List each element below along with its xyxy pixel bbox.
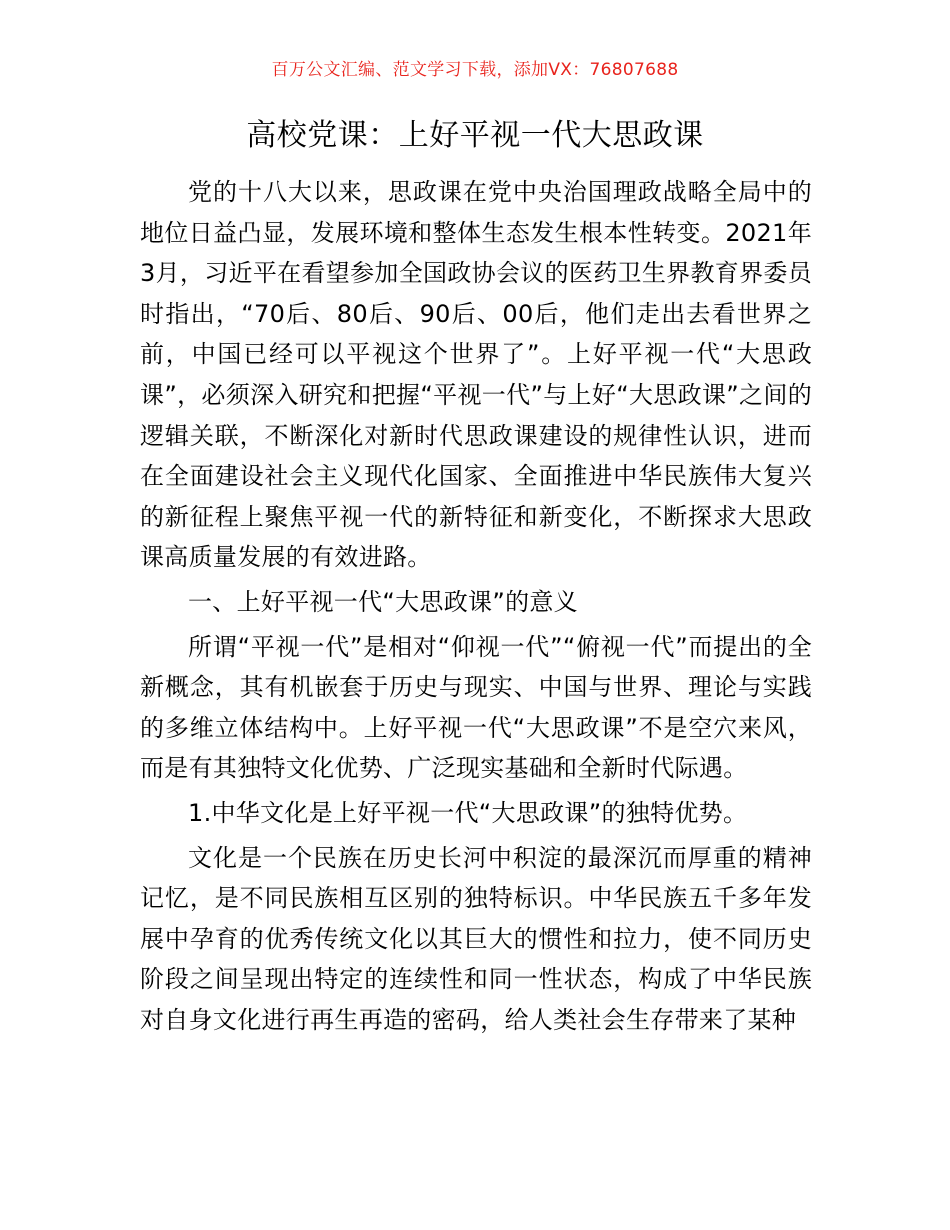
header-watermark-note: 百万公文汇编、范文学习下载，添加VX：76807688	[271, 60, 679, 80]
section-heading-1: 一、上好平视一代“大思政课”的意义	[188, 587, 578, 616]
document-title: 高校党课：上好平视一代大思政课	[246, 118, 704, 153]
subsection-heading-1: 1.中华文化是上好平视一代“大思政课”的独特优势。	[188, 798, 748, 827]
intro-paragraph: 党的十八大以来，思政课在党中央治国理政战略全局中的地位日益凸显，发展环境和整体生态发生根本性转变。2021年3月，习近平在看望参加全国政协会议的医药卫生界教育界委员时指出，“70后、80后、90后、00后，他们走出去看世界之前，中国已经可以平视这个世界了”。上好平视一代“大思政课”，必须深入研究和把握“平视一代”与上好“大思政课”之间的逻辑关联，不断深化对新时代思政课建设的规律性认识，进而在全面建设社会主义现代化国家、全面推进中华民族伟大复兴的新征程上聚焦平视一代的新特征和新变化，不断探求大思政课高质量发展的有效进路。	[140, 178, 812, 572]
subsection-1-paragraph: 文化是一个民族在历史长河中积淀的最深沉而厚重的精神记忆，是不同民族相互区别的独特标识。中华民族五千多年发展中孕育的优秀传统文化以其巨大的惯性和拉力，使不同历史阶段之间呈现出特定的连续性和同一性状态，构成了中华民族对自身文化进行再生再造的密码，给人类社会生存带来了某种	[140, 843, 812, 1034]
document-body	[140, 172, 812, 1044]
section-1-paragraph: 所谓“平视一代”是相对“仰视一代”“俯视一代”而提出的全新概念，其有机嵌套于历史与现实、中国与世界、理论与实践的多维立体结构中。上好平视一代“大思政课”不是空穴来风，而是有其独特文化优势、广泛现实基础和全新时代际遇。	[140, 632, 812, 783]
